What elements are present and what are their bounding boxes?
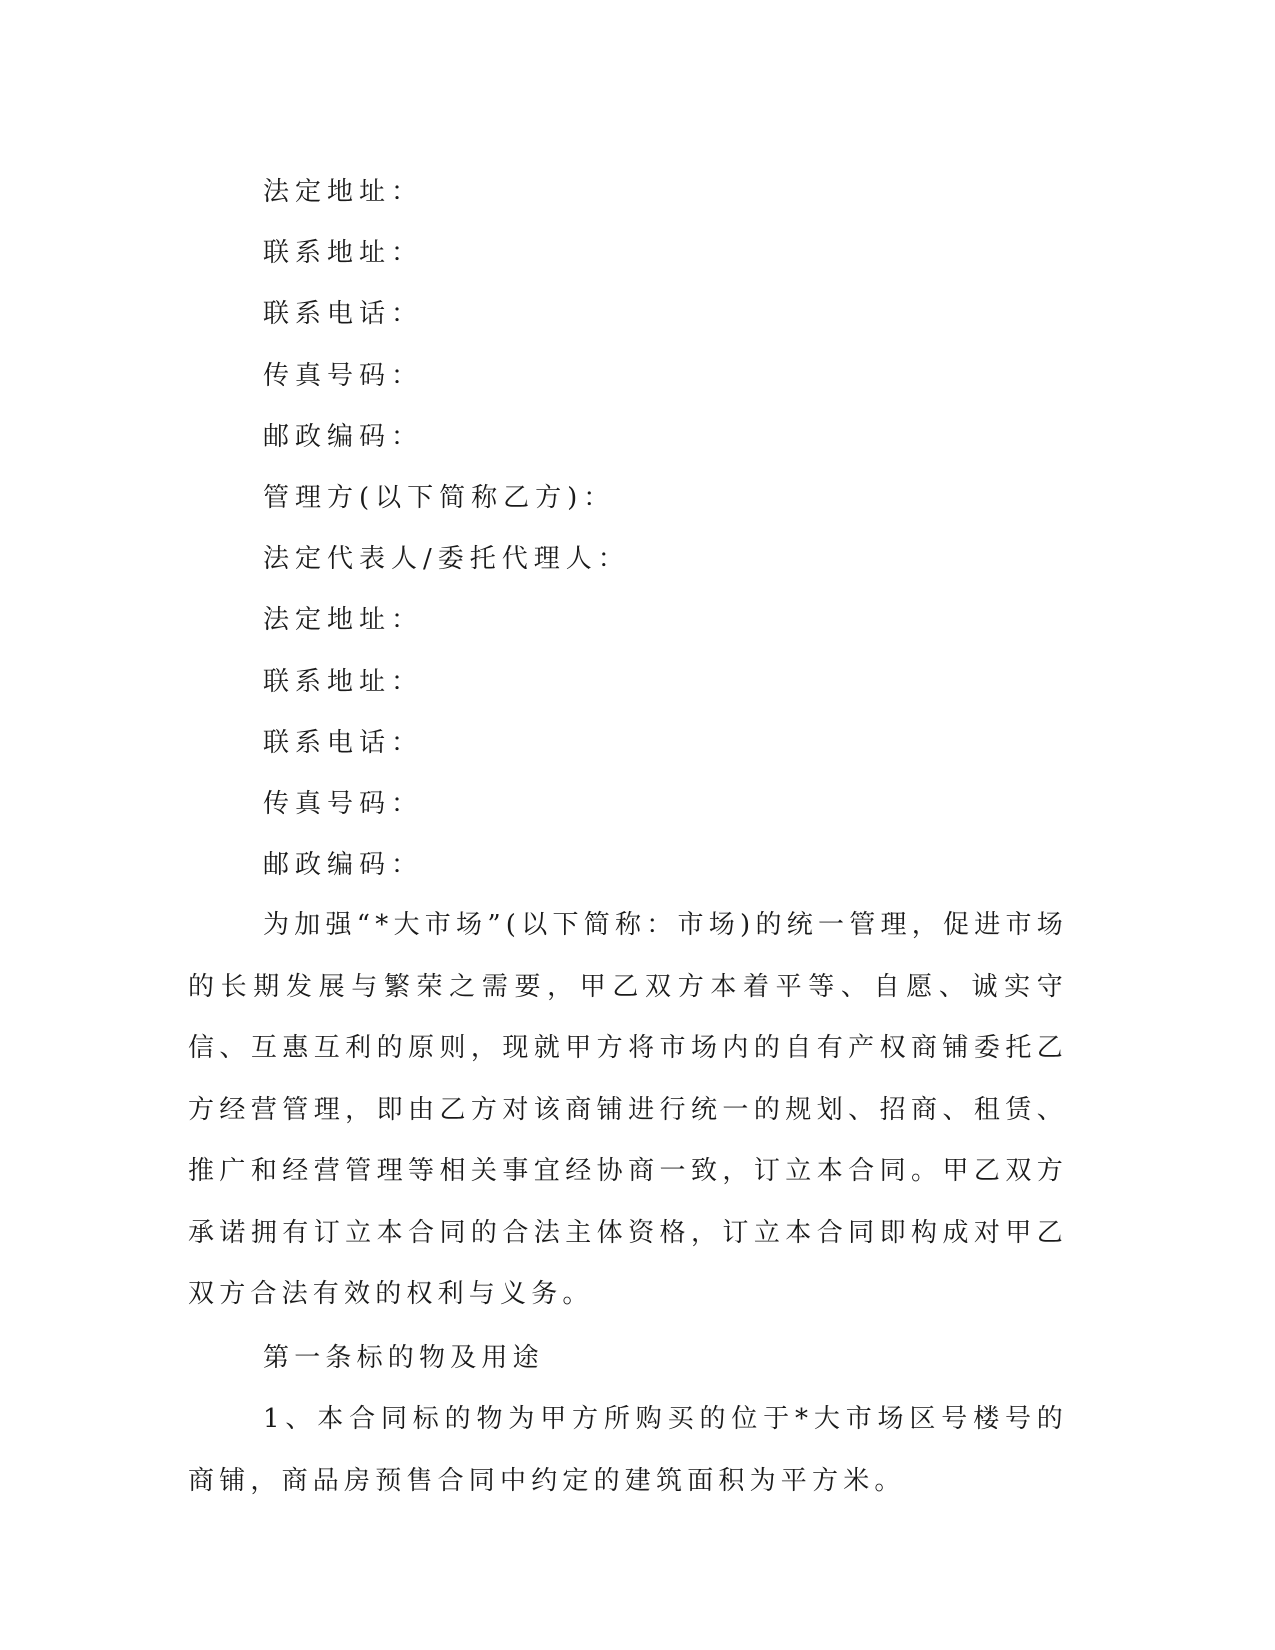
party-b-contact-address: 联系地址： xyxy=(263,666,424,697)
party-b-postcode: 邮政编码： xyxy=(263,850,424,881)
preamble-paragraph: 为加强“*大市场”(以下简称：市场)的统一管理，促进市场的长期发展与繁荣之需要，甲乙双方本着平等、自愿、诚实守信、互惠互利的原则，现就甲方将市场内的自有产权商铺委托乙方经营管理，即由乙方对该商铺进行统一的规划、招商、租赁、推广和经营管理等相关事宜经协商一致，订立本合同。甲乙双方承诺拥有订立本合同的合法主体资格，订立本合同即构成对甲乙双方合法有效的权利与义务。 xyxy=(188,910,1068,1309)
contract-body xyxy=(188,895,1068,1512)
party-a-contact-address: 联系地址： xyxy=(263,238,424,269)
party-b-header: 管理方(以下简称乙方)： xyxy=(263,482,616,513)
party-a-postcode: 邮政编码： xyxy=(263,421,424,452)
article-1-title: 第一条标的物及用途 xyxy=(263,1342,544,1373)
party-a-fax: 传真号码： xyxy=(263,360,424,391)
article-1-clause-1: 1、本合同标的物为甲方所购买的位于*大市场区号楼号的商铺，商品房预售合同中约定的建筑面积为平方米。 xyxy=(188,1404,1068,1496)
party-b-representative: 法定代表人/委托代理人： xyxy=(263,544,630,575)
party-b-phone: 联系电话： xyxy=(263,727,424,758)
contact-field-list xyxy=(263,162,630,896)
party-a-phone: 联系电话： xyxy=(263,299,424,330)
party-a-legal-address: 法定地址： xyxy=(263,177,424,207)
party-b-fax: 传真号码： xyxy=(263,788,424,819)
party-b-legal-address: 法定地址： xyxy=(263,605,424,636)
